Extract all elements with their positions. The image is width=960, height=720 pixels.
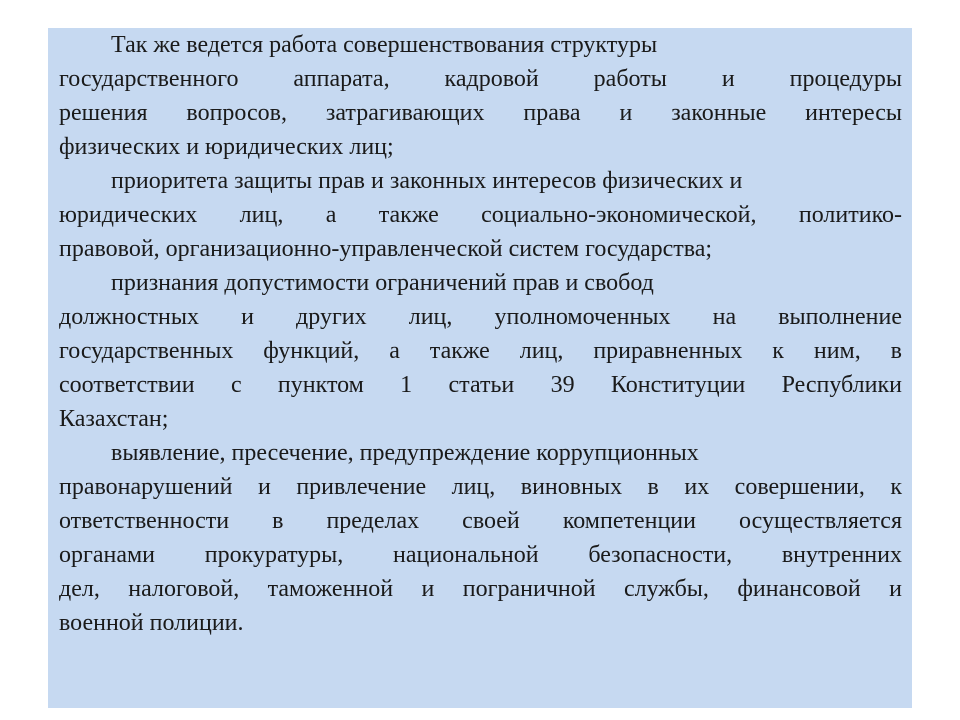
- paragraph-2-line-2: юридических лиц, а также социально-экономической, политико-: [59, 202, 902, 228]
- paragraph-1-line-4: физических и юридических лиц;: [59, 134, 394, 160]
- paragraph-4-line-4: органами прокуратуры, национальной безопасности, внутренних: [59, 542, 902, 568]
- paragraph-1-line-3: решения вопросов, затрагивающих права и законные интересы: [59, 100, 902, 126]
- paragraph-2-line-3: правовой, организационно-управленческой систем государства;: [59, 236, 713, 262]
- paragraph-3-line-2: должностных и других лиц, уполномоченных на выполнение: [59, 304, 902, 330]
- paragraph-2-line-1: приоритета защиты прав и законных интересов физических и: [111, 168, 743, 194]
- paragraph-3-line-1: признания допустимости ограничений прав и свобод: [111, 270, 654, 296]
- slide-panel: [48, 28, 912, 708]
- paragraph-4-line-5: дел, налоговой, таможенной и пограничной службы, финансовой и: [59, 576, 902, 602]
- paragraph-4-line-6: военной полиции.: [59, 610, 244, 636]
- paragraph-3-line-4: соответствии с пунктом 1 статьи 39 Конституции Республики: [59, 372, 902, 398]
- paragraph-1-line-1: Так же ведется работа совершенствования структуры: [111, 32, 658, 58]
- paragraph-4-line-3: ответственности в пределах своей компетенции осуществляется: [59, 508, 902, 534]
- paragraph-4-line-2: правонарушений и привлечение лиц, виновных в их совершении, к: [59, 474, 902, 500]
- slide-text: [59, 28, 902, 640]
- paragraph-3-line-5: Казахстан;: [59, 406, 169, 432]
- paragraph-1-line-2: государственного аппарата, кадровой работы и процедуры: [59, 66, 902, 92]
- paragraph-4-line-1: выявление, пресечение, предупреждение коррупционных: [111, 440, 699, 466]
- paragraph-3-line-3: государственных функций, а также лиц, приравненных к ним, в: [59, 338, 902, 364]
